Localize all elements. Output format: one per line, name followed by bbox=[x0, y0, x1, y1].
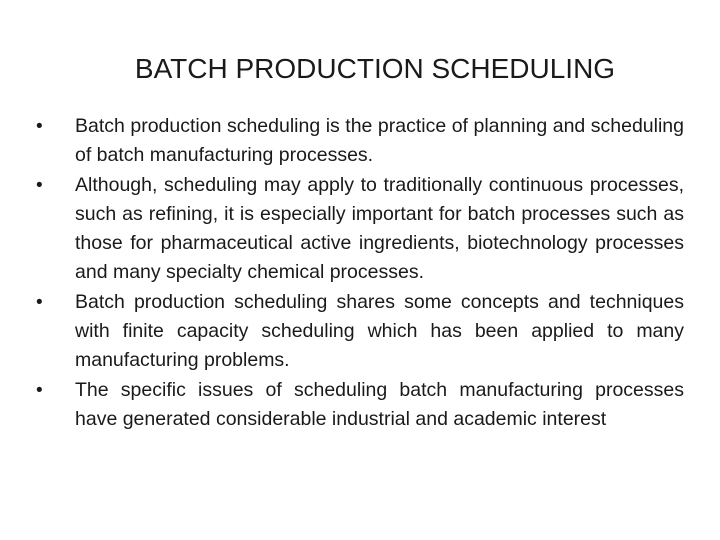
bullet-dot-icon: • bbox=[36, 116, 43, 137]
bullet-dot-icon: • bbox=[36, 291, 43, 313]
bullet-text: The specific issues of scheduling batch manufacturing processes have generated considerable industrial and academic interest bbox=[75, 378, 684, 430]
bullet-text: Although, scheduling may apply to traditionally continuous processes, such as refining, it is especially important for batch processes such as those for pharmaceutical active ingredients, biotechnology processes and many specialty chemical processes. bbox=[75, 173, 684, 284]
bullet-text: Batch production scheduling shares some concepts and techniques with finite capacity scheduling which has been applied to many manufacturing problems. bbox=[75, 290, 684, 372]
bullet-item bbox=[36, 171, 684, 288]
slide-title: BATCH PRODUCTION SCHEDULING bbox=[134, 53, 616, 84]
bullet-item bbox=[36, 288, 684, 376]
bullet-dot-icon: • bbox=[36, 379, 43, 401]
bullet-list bbox=[36, 112, 684, 434]
bullet-item bbox=[36, 112, 684, 171]
bullet-item bbox=[36, 376, 684, 435]
bullet-dot-icon: • bbox=[36, 174, 43, 196]
bullet-text: Batch production scheduling is the practice of planning and scheduling of batch manufacturing processes. bbox=[75, 115, 684, 167]
